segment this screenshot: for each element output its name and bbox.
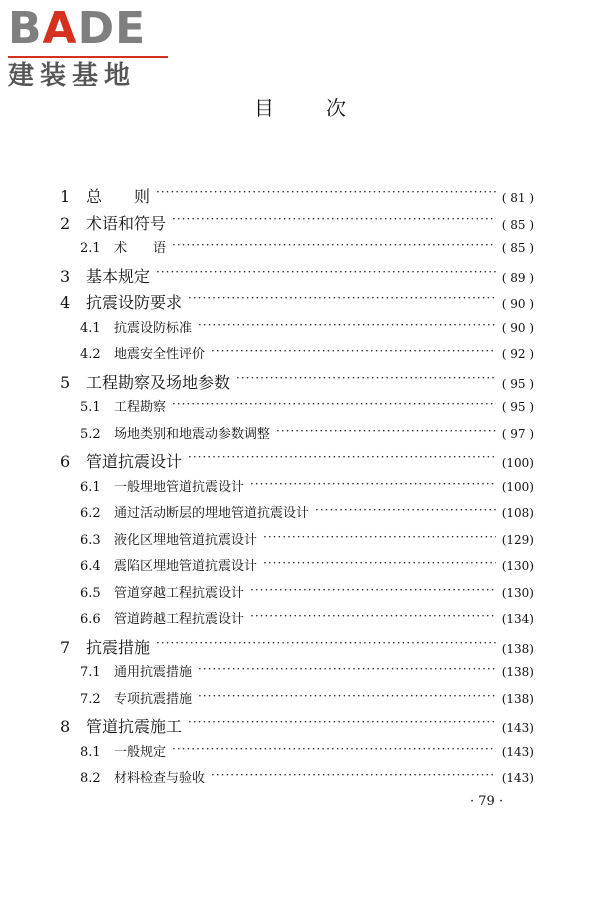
toc-entry-page: (138) — [501, 641, 534, 656]
toc-entry[interactable] — [80, 396, 534, 415]
toc-entry-page: (143) — [501, 721, 534, 735]
toc-entry-title: 工程勘察 — [114, 400, 167, 415]
toc-entry-page: ( 97 ) — [501, 426, 534, 441]
toc-entry-number: 6.6 — [80, 612, 101, 627]
toc-entry-title: 抗震设防要求 — [86, 293, 183, 312]
toc-entry-title: 抗震设防标准 — [114, 320, 193, 336]
toc-entry[interactable] — [80, 608, 534, 627]
toc-entry-number: 2 — [60, 213, 71, 233]
toc-entry[interactable] — [60, 714, 534, 737]
toc-dot-leader — [211, 769, 496, 782]
toc-entry-number: 7.2 — [80, 691, 101, 707]
toc-entry-page: ( 85 ) — [501, 241, 534, 255]
toc-entry-page: ( 92 ) — [501, 347, 534, 361]
toc-dot-leader — [188, 451, 496, 467]
toc-dot-leader — [172, 398, 496, 411]
toc-entry-title: 抗震措施 — [86, 637, 151, 657]
toc-entry-page: (108) — [501, 506, 534, 520]
toc-entry[interactable] — [80, 767, 534, 786]
toc-entry-title: 管道跨越工程抗震设计 — [114, 612, 245, 627]
toc-dot-leader — [250, 584, 496, 597]
toc-entry-title: 一般埋地管道抗震设计 — [114, 479, 245, 495]
toc-entry[interactable] — [60, 264, 534, 287]
logo-letter-prefix: B — [8, 3, 43, 54]
toc-entry-number: 6.3 — [80, 532, 101, 548]
toc-dot-leader — [156, 266, 496, 282]
toc-entry[interactable] — [80, 529, 534, 548]
toc-entry-number: 8.2 — [80, 771, 101, 786]
toc-dot-leader — [198, 319, 496, 332]
toc-entry-title: 管道穿越工程抗震设计 — [114, 585, 245, 601]
toc-entry-number: 5.1 — [80, 400, 101, 415]
toc-dot-leader — [263, 557, 496, 570]
toc-entry-page: ( 81 ) — [501, 191, 534, 205]
toc-entry-number: 7.1 — [80, 665, 101, 680]
toc-entry[interactable] — [80, 661, 534, 680]
logo-chinese-name: 建装基地 — [8, 61, 137, 91]
toc-entry-title: 管道抗震设计 — [86, 452, 183, 471]
toc-entry-title: 工程勘察及场地参数 — [86, 372, 231, 392]
toc-entry[interactable] — [80, 741, 534, 760]
toc-entry-number: 2.1 — [80, 241, 101, 256]
toc-entry[interactable] — [60, 449, 534, 472]
toc-entry-number: 4 — [60, 293, 71, 312]
toc-entry[interactable] — [80, 343, 534, 362]
toc-entry-number: 5 — [60, 372, 71, 392]
toc-dot-leader — [315, 504, 496, 517]
logo-letter-suffix: DE — [77, 3, 147, 54]
toc-entry-page: ( 95 ) — [501, 376, 534, 391]
toc-entry-page: ( 90 ) — [501, 320, 534, 335]
toc-entry-page: (130) — [501, 559, 534, 573]
toc-dot-leader — [198, 663, 496, 676]
toc-entry[interactable] — [60, 370, 534, 393]
logo-wordmark — [8, 4, 146, 54]
toc-entry-title: 术 语 — [114, 241, 167, 256]
toc-entry-page: (100) — [501, 479, 534, 494]
logo-letter-accent: A — [42, 3, 78, 54]
toc-dot-leader — [236, 372, 496, 388]
toc-entry-title: 管道抗震施工 — [86, 717, 183, 736]
toc-entry[interactable] — [60, 211, 534, 234]
toc-entry[interactable] — [60, 635, 534, 658]
toc-dot-leader — [250, 610, 496, 623]
toc-entry-page: (129) — [501, 532, 534, 547]
toc-entry-title: 通用抗震措施 — [114, 665, 193, 680]
toc-entry-page: (143) — [501, 744, 534, 759]
toc-entry-page: ( 95 ) — [501, 400, 534, 414]
brand-logo — [8, 4, 178, 96]
toc-entry-number: 3 — [60, 266, 71, 286]
toc-entry[interactable] — [80, 317, 534, 336]
toc-dot-leader — [263, 531, 496, 544]
toc-entry-page: ( 90 ) — [501, 297, 534, 311]
toc-dot-leader — [156, 186, 496, 202]
toc-entry-page: ( 85 ) — [501, 217, 534, 232]
toc-entry-title: 术语和符号 — [86, 213, 167, 233]
toc-entry[interactable] — [80, 555, 534, 574]
toc-dot-leader — [172, 213, 496, 229]
toc-entry-title: 震陷区埋地管道抗震设计 — [114, 559, 258, 574]
toc-dot-leader — [188, 292, 496, 308]
toc-dot-leader — [156, 637, 496, 653]
toc-entry-page: (138) — [501, 665, 534, 679]
toc-entry-number: 4.1 — [80, 320, 101, 336]
toc-entry[interactable] — [80, 237, 534, 256]
page-title: 目次 — [254, 96, 398, 120]
toc-entry-number: 1 — [60, 187, 71, 206]
toc-dot-leader — [198, 690, 496, 703]
toc-entry-title: 一般规定 — [114, 744, 167, 760]
toc-entry-number: 8 — [60, 717, 71, 736]
toc-entry-number: 8.1 — [80, 744, 101, 760]
toc-entry[interactable] — [80, 688, 534, 707]
toc-entry-title: 专项抗震措施 — [114, 691, 193, 707]
toc-dot-leader — [276, 425, 496, 438]
toc-entry[interactable] — [80, 502, 534, 521]
toc-entry-number: 5.2 — [80, 426, 101, 442]
toc-entry[interactable] — [60, 184, 534, 207]
toc-entry-title: 总 则 — [86, 187, 151, 206]
toc-entry-page: (130) — [501, 585, 534, 600]
toc-entry-page: (143) — [501, 771, 534, 785]
toc-entry[interactable] — [60, 290, 534, 313]
page-number: · 79 · — [470, 794, 504, 809]
toc-entry[interactable] — [80, 423, 534, 442]
toc-entry-title: 液化区埋地管道抗震设计 — [114, 532, 258, 548]
toc-entry-page: ( 89 ) — [501, 270, 534, 285]
toc-entry-title: 通过活动断层的埋地管道抗震设计 — [114, 506, 310, 521]
toc-dot-leader — [188, 716, 496, 732]
toc-entry-number: 4.2 — [80, 347, 101, 362]
toc-entry-title: 基本规定 — [86, 266, 151, 286]
toc-entry-page: (100) — [501, 456, 534, 470]
toc-entry-title: 材料检查与验收 — [114, 771, 206, 786]
toc-dot-leader — [211, 345, 496, 358]
toc-entry-number: 7 — [60, 637, 71, 657]
logo-rule — [8, 56, 168, 58]
toc-entry-number: 6.1 — [80, 479, 101, 495]
toc-entry-number: 6.2 — [80, 506, 101, 521]
toc-dot-leader — [250, 478, 496, 491]
toc-entry[interactable] — [80, 582, 534, 601]
toc-entry-page: (134) — [501, 612, 534, 626]
toc-entry-title: 地震安全性评价 — [114, 347, 206, 362]
toc-entry-number: 6.4 — [80, 559, 101, 574]
toc-dot-leader — [172, 239, 496, 252]
toc-entry-page: (138) — [501, 691, 534, 706]
toc-dot-leader — [172, 743, 496, 756]
toc-entry[interactable] — [80, 476, 534, 495]
toc-entry-number: 6.5 — [80, 585, 101, 601]
toc-entry-title: 场地类别和地震动参数调整 — [114, 426, 271, 442]
toc-entry-number: 6 — [60, 452, 71, 471]
